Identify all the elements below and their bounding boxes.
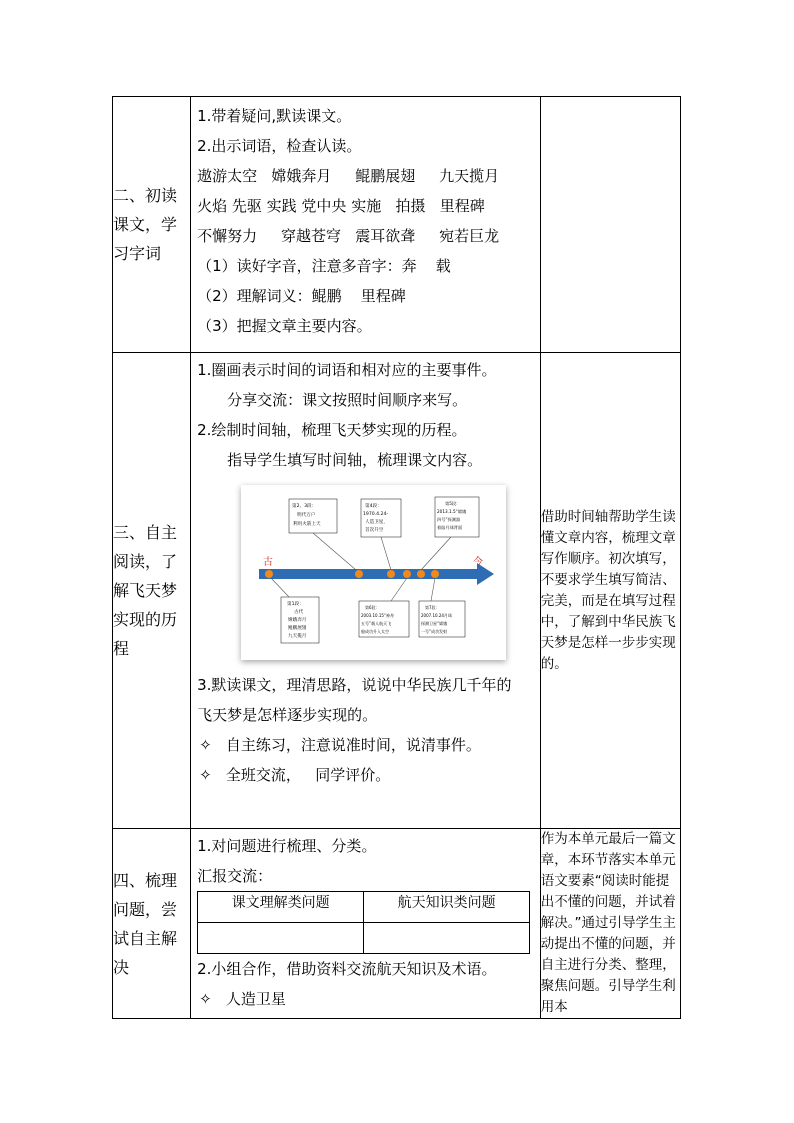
stage-line: 解飞天梦 xyxy=(113,581,178,600)
timeline-start-label: 古 xyxy=(263,557,274,568)
stage-line: 课文，学 xyxy=(113,215,178,234)
content-line: 遨游太空 嫦娥奔月 鲲鹏展翅 九天揽月 xyxy=(197,167,500,185)
event-text: 第2、3段： xyxy=(292,504,317,509)
content-line: （3）把握文章主要内容。 xyxy=(197,317,372,335)
inner-header-aerospace: 航天知识类问题 xyxy=(364,892,530,923)
diamond-bullet-icon: ✧ xyxy=(199,990,212,1008)
event-text: 五号”载人航天飞 xyxy=(361,621,392,626)
content-line: 不懈努力 穿越苍穹 震耳欲聋 宛若巨龙 xyxy=(197,227,500,245)
event-text: 人造卫星， xyxy=(365,520,389,525)
content-line: 2.出示词语，检查认读。 xyxy=(197,137,362,155)
bullet-text: 人造卫星 xyxy=(225,990,286,1008)
event-text: 第4段： xyxy=(365,504,382,509)
table-row xyxy=(113,353,681,829)
timeline-end-label: 今 xyxy=(473,557,484,568)
stage-line: 试自主解 xyxy=(113,928,178,948)
event-text: 第5段： xyxy=(445,501,461,506)
bullet-line xyxy=(191,760,540,790)
bullet-text: 全班交流， 同学评价。 xyxy=(225,766,391,784)
bullet-line xyxy=(191,984,540,1014)
content-cell xyxy=(191,829,541,1019)
content-cell xyxy=(191,353,541,829)
event-text: 第6段： xyxy=(365,605,380,610)
stage-line: 实现的历 xyxy=(113,610,178,629)
event-text: 明代万户 xyxy=(297,513,316,518)
content-cell xyxy=(191,97,541,353)
timeline-dot xyxy=(417,570,425,578)
stage-line: 习字词 xyxy=(113,244,162,263)
stage-line: 二、初读 xyxy=(113,186,178,205)
timeline-dot xyxy=(431,570,439,578)
stage-cell xyxy=(113,829,191,1019)
stage-line: 问题，尝 xyxy=(113,899,178,919)
event-text: 利用火箭上天 xyxy=(293,522,321,527)
stage-line: 阅读，了 xyxy=(113,552,178,571)
content-line: （1）读好字音，注意多音字：奔 载 xyxy=(197,257,451,275)
event-text: 第1段： xyxy=(287,602,304,607)
content-line: 3.默读课文，理清思路，说说中华民族几千年的 xyxy=(197,676,512,694)
content-line: （2）理解词义：鲲鹏 里程碑 xyxy=(197,287,406,305)
content-line: 汇报交流： xyxy=(197,867,273,885)
stage-line: 三、自主 xyxy=(113,523,178,542)
bullet-text: 自主练习，注意说准时间，说清事件。 xyxy=(225,736,481,754)
event-text: 船成功升入太空 xyxy=(361,629,390,634)
content-line: 1.对问题进行梳理、分类。 xyxy=(197,837,377,855)
event-text: 古代 xyxy=(294,610,304,615)
diamond-bullet-icon: ✧ xyxy=(199,766,212,784)
timeline-arrow-shaft xyxy=(259,569,477,579)
content-line: 火焰 先驱 实践 党中央 实施 拍摄 里程碑 xyxy=(197,197,485,215)
stage-line: 程 xyxy=(113,639,130,658)
bullet-line xyxy=(191,730,540,760)
note-cell: 作为本单元最后一篇文章，本环节落实本单元语文要素“阅读时能提出不懂的问题，并试着解决。”通过引导学生主动提出不懂的问题，并自主进行分类、整理，聚焦问题。引导学生利用本 xyxy=(540,829,680,1019)
timeline-dot xyxy=(265,570,273,578)
event-text: 四号”探测器 xyxy=(437,517,461,522)
note-cell xyxy=(540,97,680,353)
event-text: 2003.10.15“神舟 xyxy=(361,613,395,618)
event-text: 1970.4.24- xyxy=(363,512,389,517)
event-text: 鲲鹏展翅 xyxy=(288,626,307,631)
table-row xyxy=(113,829,681,1019)
event-text: 一号”成功发射 xyxy=(421,629,448,634)
timeline-dot xyxy=(387,570,395,578)
stage-cell xyxy=(113,353,191,829)
stage-line: 决 xyxy=(113,957,130,977)
event-text: 2007.10.24月球 xyxy=(421,613,453,618)
content-line: 2.小组合作，借助资料交流航天知识及术语。 xyxy=(197,960,497,978)
inner-header-understanding: 课文理解类问题 xyxy=(198,892,364,923)
event-text: 第7段： xyxy=(425,605,440,610)
content-line: 指导学生填写时间轴，梳理课文内容。 xyxy=(227,451,483,469)
stage-cell xyxy=(113,97,191,353)
diamond-bullet-icon: ✧ xyxy=(199,736,212,754)
event-text: 九天揽月 xyxy=(288,634,307,639)
timeline-dot xyxy=(355,570,363,578)
stage-line: 四、梳理 xyxy=(113,870,178,890)
inner-cell-empty xyxy=(364,923,530,954)
event-text: 嫦娥奔月 xyxy=(288,618,307,623)
event-text: 着陆月球背面 xyxy=(437,525,463,530)
content-line: 1.带着疑问,默读课文。 xyxy=(197,107,352,125)
content-line: 飞天梦是怎样逐步实现的。 xyxy=(197,706,378,724)
event-text: 探测卫星“嫦娥 xyxy=(421,621,448,626)
inner-cell-empty xyxy=(198,923,364,954)
table-row xyxy=(113,97,681,353)
content-line: 分享交流：课文按照时间顺序来写。 xyxy=(227,391,468,409)
timeline-figure xyxy=(241,485,506,660)
lesson-plan-table xyxy=(112,96,681,1019)
question-category-table xyxy=(197,891,530,954)
svg-text:第2、3段： 明代万户 xyxy=(292,502,321,527)
timeline-diagram xyxy=(241,485,506,660)
note-cell: 借助时间轴帮助学生读懂文章内容，梳理文章写作顺序。初次填写，不要求学生填写简洁、完美，而是在填写过程中，了解到中华民族飞天梦是怎样一步步实现的。 xyxy=(540,353,680,829)
content-line: 2.绘制时间轴，梳理飞天梦实现的历程。 xyxy=(197,421,467,439)
svg-text:第1段： 古代 xyxy=(287,600,308,639)
event-text: 2013.1.5“嫦娥 xyxy=(437,509,467,514)
timeline-dot xyxy=(403,570,411,578)
content-line: 1.圈画表示时间的词语和相对应的主要事件。 xyxy=(197,361,497,379)
event-text: 首次升空 xyxy=(365,528,384,533)
